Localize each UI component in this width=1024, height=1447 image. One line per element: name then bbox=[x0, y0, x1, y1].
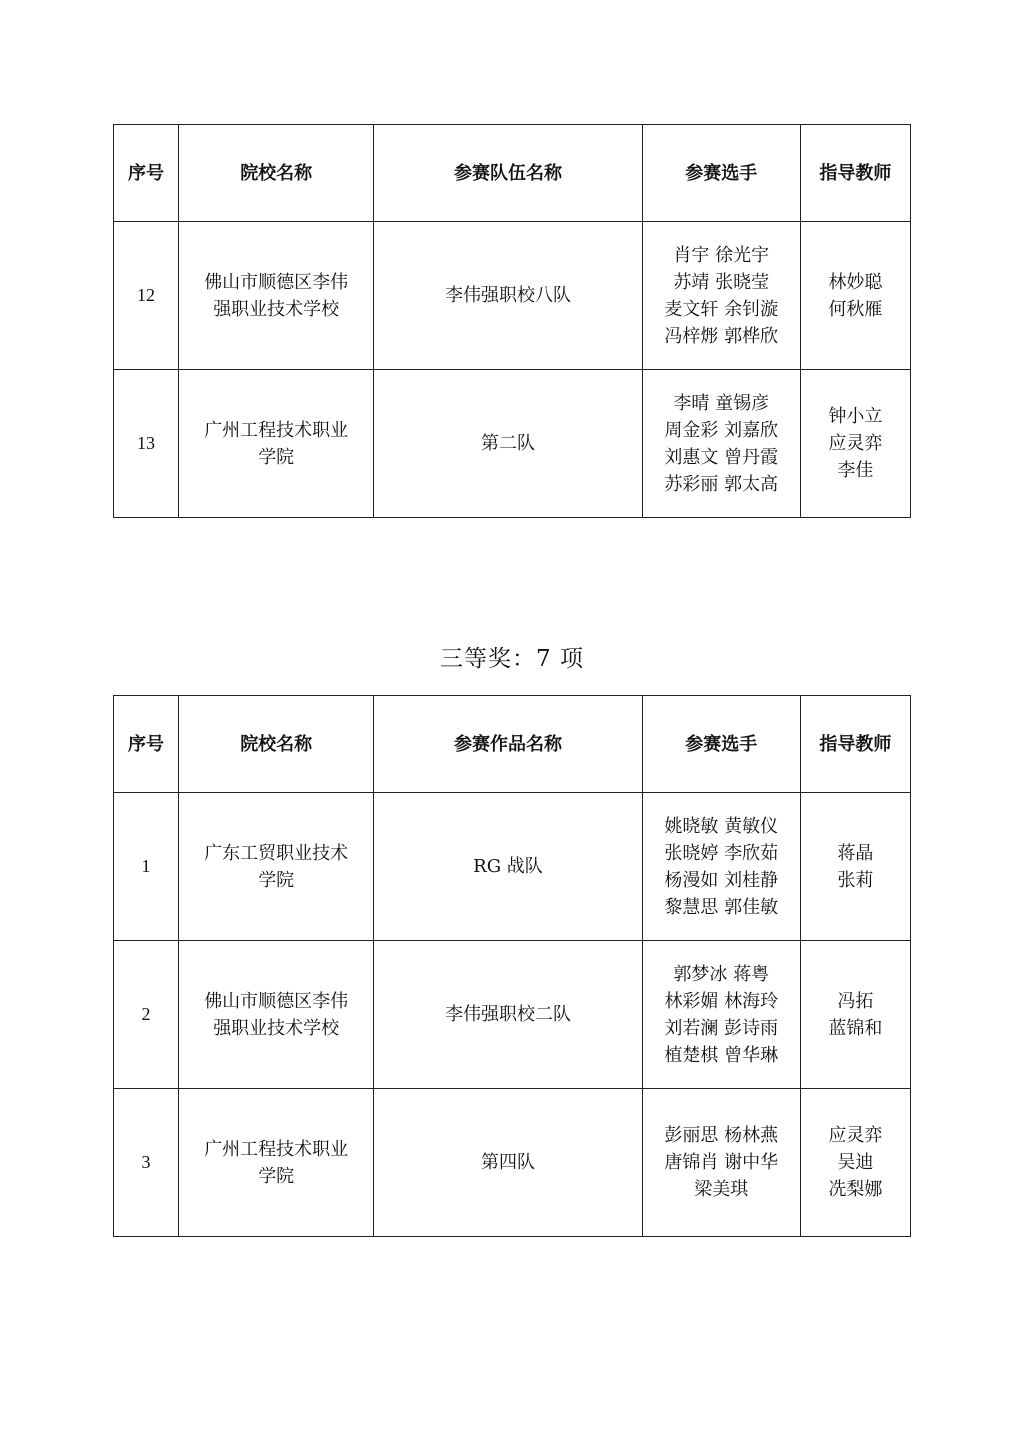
table-header-row bbox=[114, 125, 911, 222]
header-no: 序号 bbox=[114, 125, 179, 222]
header-team: 参赛队伍名称 bbox=[374, 125, 642, 222]
cell-line: 唐锦肖 谢中华 bbox=[664, 1152, 779, 1173]
cell-no: 3 bbox=[114, 1089, 179, 1237]
cell-players bbox=[642, 941, 800, 1089]
cell-line: 冼梨娜 bbox=[828, 1179, 883, 1200]
cell-line: 林妙聪 bbox=[828, 271, 883, 293]
award-table-continued bbox=[113, 124, 911, 518]
cell-line: 何秋雁 bbox=[828, 298, 883, 320]
cell-no: 13 bbox=[114, 370, 179, 518]
cell-teachers bbox=[800, 1089, 910, 1237]
cell-line: 彭丽思 杨林燕 bbox=[664, 1125, 779, 1146]
cell-players bbox=[642, 793, 800, 941]
cell-line: 张莉 bbox=[837, 869, 874, 891]
cell-team: 第四队 bbox=[374, 1089, 642, 1237]
table-row bbox=[114, 941, 911, 1089]
cell-teachers bbox=[800, 370, 910, 518]
cell-line: 肖宇 徐光宇 bbox=[673, 244, 770, 266]
cell-line: 李晴 童锡彦 bbox=[673, 392, 770, 414]
cell-line: 苏彩丽 郭太高 bbox=[664, 473, 779, 495]
table-row bbox=[114, 1089, 911, 1237]
cell-players bbox=[642, 1089, 800, 1237]
table-header-row bbox=[114, 696, 911, 793]
cell-team: 第二队 bbox=[374, 370, 642, 518]
cell-teachers bbox=[800, 222, 910, 370]
cell-line: 学院 bbox=[258, 869, 295, 891]
cell-team: 李伟强职校二队 bbox=[374, 941, 642, 1089]
cell-school bbox=[179, 222, 374, 370]
cell-line: 姚晓敏 黄敏仪 bbox=[664, 815, 779, 837]
cell-line: 梁美琪 bbox=[694, 1179, 749, 1200]
header-no: 序号 bbox=[114, 696, 179, 793]
cell-players bbox=[642, 370, 800, 518]
cell-line: 植楚棋 曾华琳 bbox=[664, 1044, 779, 1066]
cell-line: 蓝锦和 bbox=[828, 1017, 883, 1039]
cell-line: 周金彩 刘嘉欣 bbox=[664, 419, 779, 441]
cell-school bbox=[179, 370, 374, 518]
cell-players bbox=[642, 222, 800, 370]
cell-line: 广州工程技术职业 bbox=[204, 1138, 349, 1160]
cell-line: 林彩媚 林海玲 bbox=[664, 990, 779, 1012]
cell-line: 钟小立 bbox=[828, 406, 883, 427]
cell-line: 麦文轩 余钊漩 bbox=[664, 298, 779, 320]
cell-team: RG 战队 bbox=[374, 793, 642, 941]
header-teacher: 指导教师 bbox=[800, 125, 910, 222]
header-teacher: 指导教师 bbox=[800, 696, 910, 793]
cell-line: 刘惠文 曾丹霞 bbox=[664, 446, 779, 468]
cell-line: 蒋晶 bbox=[837, 842, 874, 864]
cell-line: 李佳 bbox=[837, 460, 874, 481]
cell-line: 吴迪 bbox=[837, 1152, 874, 1173]
award-table-third-prize bbox=[113, 695, 911, 1237]
table-body bbox=[114, 222, 911, 518]
cell-no: 12 bbox=[114, 222, 179, 370]
cell-line: 广州工程技术职业 bbox=[204, 419, 349, 441]
cell-team: 李伟强职校八队 bbox=[374, 222, 642, 370]
cell-line: 黎慧思 郭佳敏 bbox=[664, 896, 779, 918]
cell-line: 应灵弈 bbox=[828, 433, 883, 454]
header-school: 院校名称 bbox=[179, 696, 374, 793]
cell-line: 苏靖 张晓莹 bbox=[673, 271, 770, 293]
table-row bbox=[114, 222, 911, 370]
cell-line: 学院 bbox=[258, 446, 295, 468]
cell-line: 强职业技术学校 bbox=[213, 1017, 340, 1039]
header-players: 参赛选手 bbox=[642, 125, 800, 222]
cell-school bbox=[179, 1089, 374, 1237]
cell-no: 1 bbox=[114, 793, 179, 941]
cell-teachers bbox=[800, 941, 910, 1089]
cell-line: 学院 bbox=[258, 1165, 295, 1187]
section-title-third-prize: 三等奖：7 项 bbox=[440, 646, 584, 672]
cell-line: 广东工贸职业技术 bbox=[204, 842, 349, 864]
cell-school bbox=[179, 941, 374, 1089]
cell-school bbox=[179, 793, 374, 941]
cell-teachers bbox=[800, 793, 910, 941]
cell-line: 应灵弈 bbox=[828, 1125, 883, 1146]
header-players: 参赛选手 bbox=[642, 696, 800, 793]
header-work: 参赛作品名称 bbox=[374, 696, 642, 793]
cell-line: 刘若澜 彭诗雨 bbox=[664, 1017, 779, 1039]
cell-line: 张晓婷 李欣茹 bbox=[664, 842, 779, 864]
cell-line: 郭梦冰 蒋粤 bbox=[673, 963, 770, 985]
cell-line: 强职业技术学校 bbox=[213, 298, 340, 320]
cell-line: 杨漫如 刘桂静 bbox=[664, 869, 779, 891]
table-row bbox=[114, 370, 911, 518]
cell-line: 佛山市顺德区李伟 bbox=[204, 271, 349, 293]
cell-line: 冯拓 bbox=[837, 990, 874, 1012]
cell-line: 冯梓烿 郭桦欣 bbox=[664, 325, 779, 347]
header-school: 院校名称 bbox=[179, 125, 374, 222]
cell-line: 佛山市顺德区李伟 bbox=[204, 990, 349, 1012]
table-body bbox=[114, 793, 911, 1237]
cell-no: 2 bbox=[114, 941, 179, 1089]
table-row bbox=[114, 793, 911, 941]
